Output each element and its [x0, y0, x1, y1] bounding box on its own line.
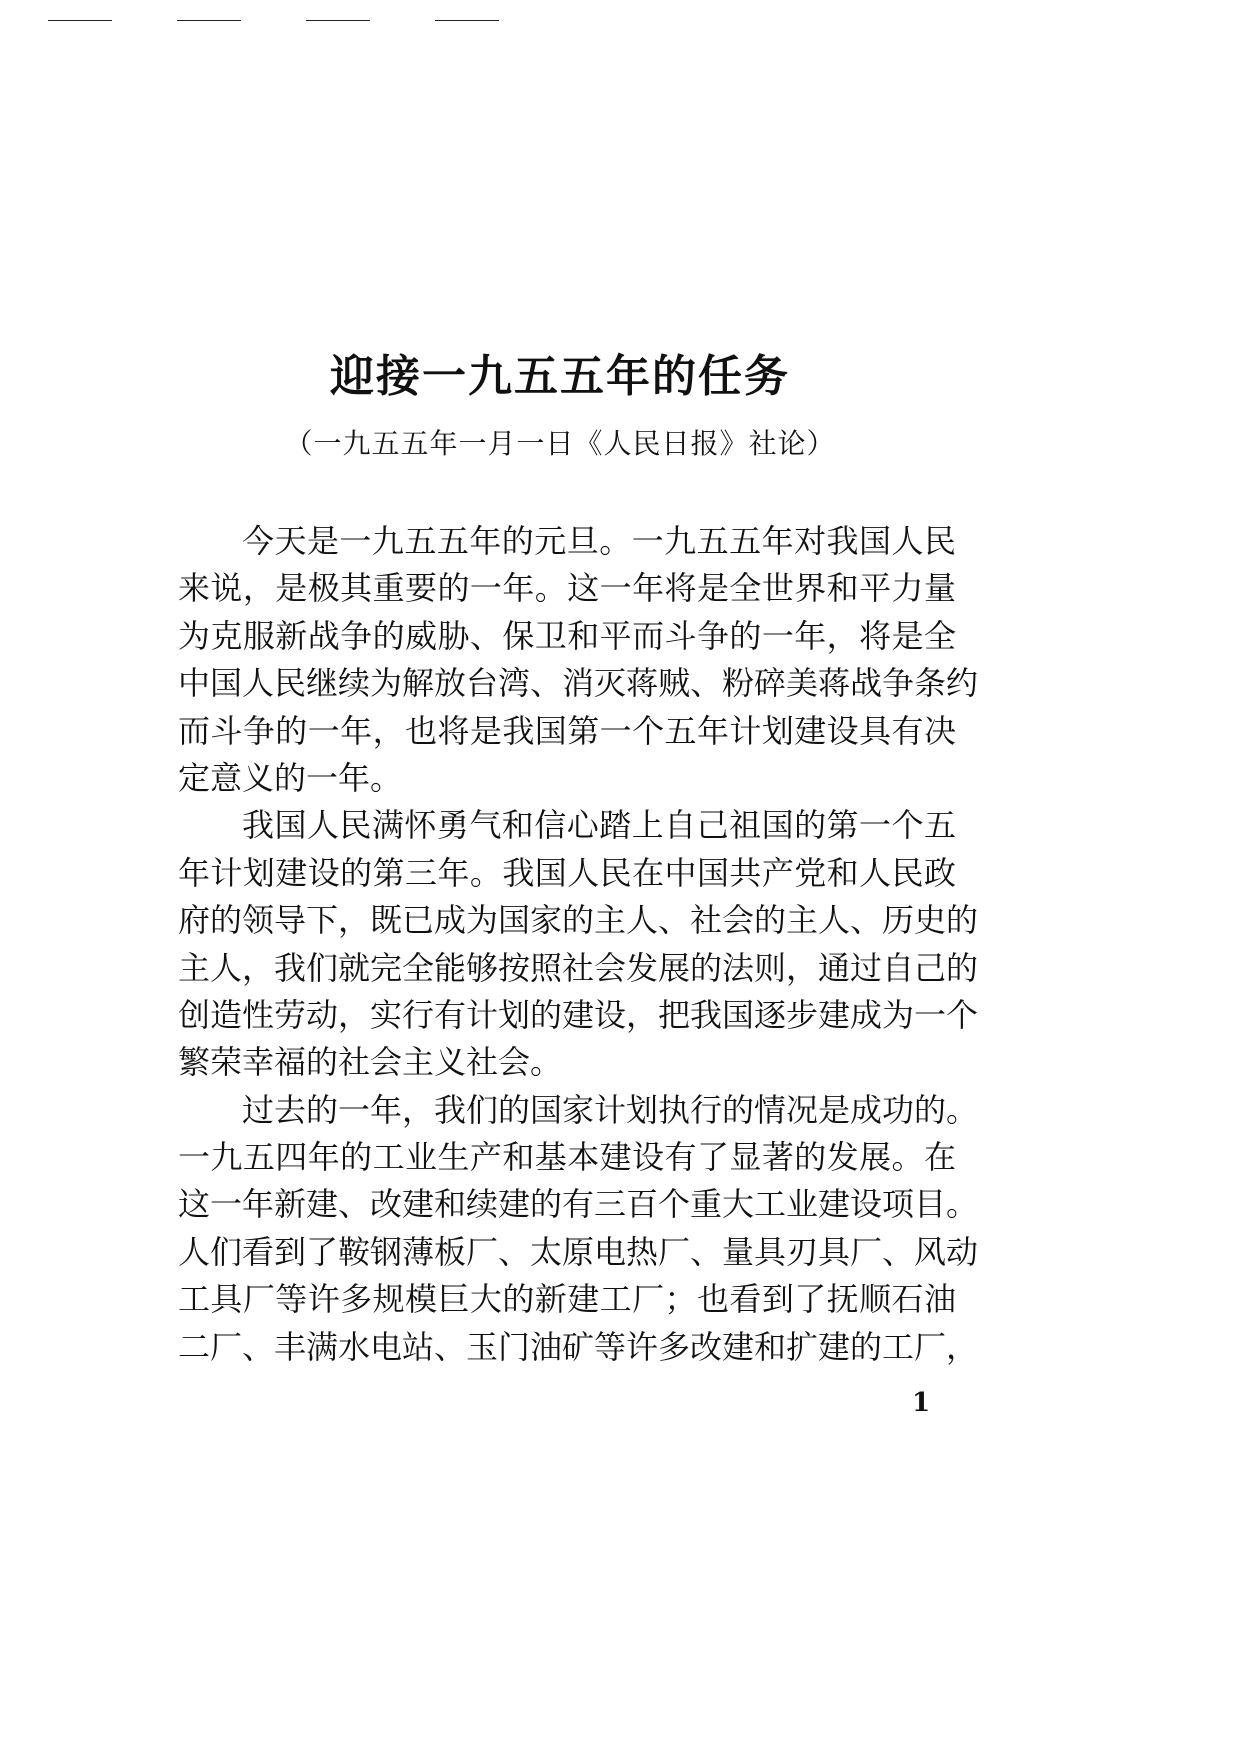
- text-line: 今天是一九五五年的元旦。一九五五年对我国人民: [242, 522, 956, 560]
- text-line: 工具厂等许多规模巨大的新建工厂；也看到了抚顺石油: [178, 1280, 956, 1319]
- text-line: 府的领导下，既已成为国家的主人、社会的主人、历史的: [178, 901, 979, 940]
- text-line: 中国人民继续为解放台湾、消灭蒋贼、粉碎美蒋战争条约: [178, 664, 979, 703]
- text-line: 为克服新战争的威胁、保卫和平而斗争的一年，将是全: [178, 616, 956, 655]
- text-line: 二厂、丰满水电站、玉门油矿等许多改建和扩建的工厂，: [178, 1327, 979, 1366]
- article-title: 迎接一九五五年的任务: [330, 351, 790, 402]
- text-line: 年计划建设的第三年。我国人民在中国共产党和人民政: [178, 853, 956, 892]
- article-body: [178, 518, 979, 1371]
- header-rule: [435, 20, 499, 21]
- text-line: 人们看到了鞍钢薄板厂、太原电热厂、量具刃具厂、风动: [178, 1232, 979, 1271]
- text-line: 定意义的一年。: [178, 758, 403, 797]
- text-line: 繁荣幸福的社会主义社会。: [178, 1043, 563, 1082]
- text-line: 来说，是极其重要的一年。这一年将是全世界和平力量: [178, 569, 956, 608]
- text-line: 这一年新建、改建和续建的有三百个重大工业建设项目。: [178, 1185, 979, 1224]
- header-rule: [177, 20, 241, 21]
- header-rule: [306, 20, 370, 21]
- text-line: 我国人民满怀勇气和信心踏上自己祖国的第一个五: [242, 806, 956, 845]
- header-rule: [48, 20, 112, 21]
- text-line: 创造性劳动，实行有计划的建设，把我国逐步建成为一个: [178, 995, 979, 1034]
- article-subtitle: （一九五五年一月一日《人民日报》社论）: [284, 427, 836, 460]
- text-line: 过去的一年，我们的国家计划执行的情况是成功的。: [242, 1090, 979, 1129]
- page-number: 1: [912, 1388, 931, 1418]
- text-line: 而斗争的一年，也将是我国第一个五年计划建设具有决: [178, 711, 956, 750]
- text-line: 一九五四年的工业生产和基本建设有了显著的发展。在: [178, 1138, 956, 1177]
- text-line: 主人，我们就完全能够按照社会发展的法则，通过自己的: [178, 948, 979, 987]
